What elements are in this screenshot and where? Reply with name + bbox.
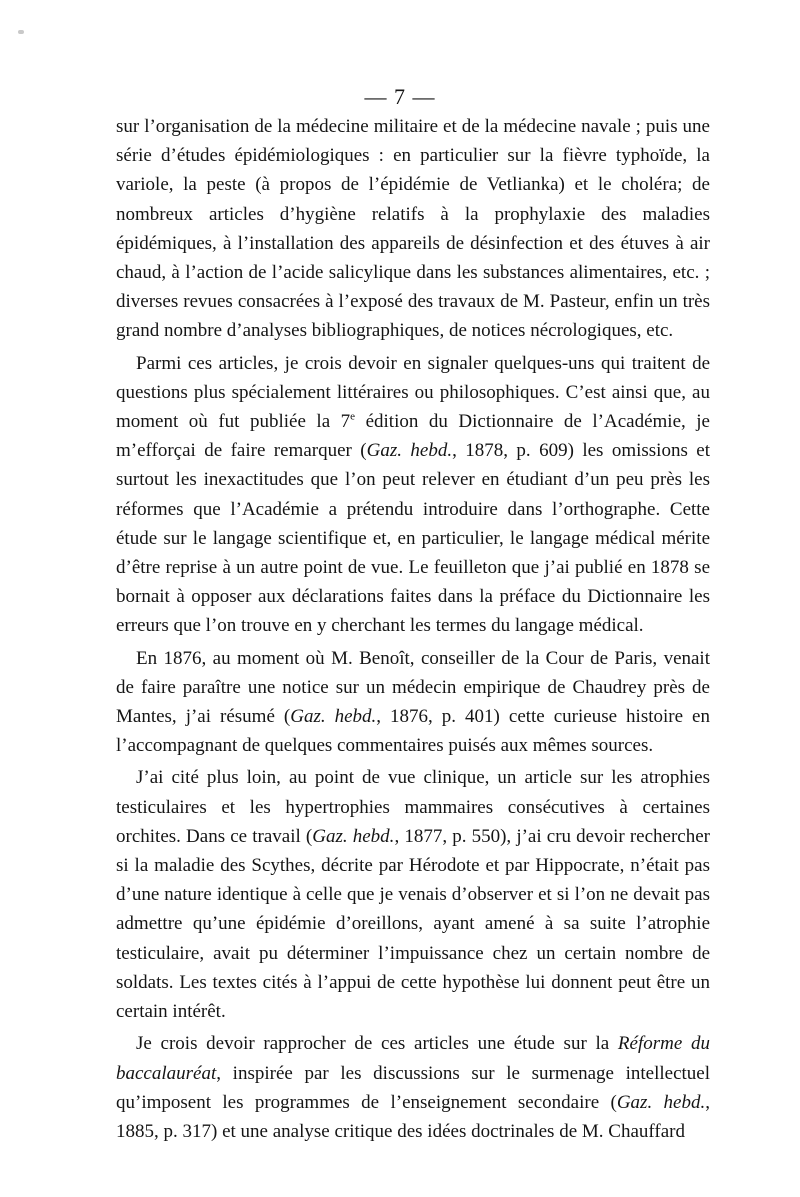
citation-gaz-hebd: Gaz. hebd. [616,1091,706,1113]
paragraph-1 [116,112,710,346]
paragraph-4 [116,763,710,1026]
citation-gaz-hebd: Gaz. hebd. [366,440,453,462]
title-reforme-baccalaureat: Réforme du baccalauréat [116,1033,710,1084]
citation-gaz-hebd: Gaz. hebd. [312,825,395,847]
paragraph-5-text-a: Je crois devoir rapprocher de ces articles une étude sur la [136,1033,618,1055]
superscript-edition: e [350,410,356,423]
citation-gaz-hebd: Gaz. hebd. [290,706,377,728]
paragraph-2-text-a: Parmi ces articles, je crois devoir en signaler quelques-uns qui traitent de questions plus spécialement littéraires ou philosophiques. C’est ainsi que, au moment où fut publiée la 7 [116,352,710,433]
paragraph-3-text-b: , 1876, p. 401) cette curieuse histoire en l’accompagnant de quelques commentaires puisés aux mêmes sources. [116,706,710,757]
paragraph-3 [116,644,710,761]
paragraph-1-text: sur l’organisation de la médecine militaire et de la médecine navale ; puis une série d’études épidémiologiques : en particulier sur la fièvre typhoïde, la variole, la peste (à propos de l’épidémie de Vetlianka) et le choléra; de nombreux articles d’hygiène relatifs à la prophylaxie des maladies épidémiques, à l’installation des appareils de désinfection et des étuves à air chaud, à l’action de l’acide salicylique dans les substances alimentaires, etc. ; diverses revues consacrées à l’exposé des travaux de M. Pasteur, enfin un très grand nombre d’analyses bibliographiques, de notices nécrologiques, etc. [116,116,710,342]
body-text [116,112,710,1149]
paragraph-2 [116,349,710,641]
paragraph-5-text-c: , 1885, p. 317) et une analyse critique des idées doctrinales de M. Chauffard [116,1091,710,1142]
paragraph-2-text-b: édition du Dictionnaire de l’Académie, je m’efforçai de faire remarquer ( [116,411,710,462]
paragraph-2-text-c: , 1878, p. 609) les omissions et surtout les inexactitudes que l’on peut relever en étudiant d’un peu près les réformes que l’Académie a prétendu introduire dans l’orthographe. Cette étude sur le langage scientifique et, en particulier, le langage médical mérite d’être reprise à un autre point de vue. Le feuilleton que j’ai publié en 1878 se bornait à opposer aux déclarations faites dans la préface du Dictionnaire les erreurs que l’on trouve en y cherchant les termes du langage médical. [116,440,710,637]
paragraph-5-text-b: , inspirée par les discussions sur le surmenage intellectuel qu’imposent les programmes de l’enseignement secondaire ( [116,1062,710,1113]
paragraph-5 [116,1029,710,1146]
page-number: — 7 — [364,84,436,109]
paragraph-4-text-a: J’ai cité plus loin, au point de vue clinique, un article sur les atrophies testiculaires et les hypertrophies mammaires consécutives à certaines orchites. Dans ce travail ( [116,767,710,847]
paper-speck [18,30,24,34]
paragraph-4-text-b: , 1877, p. 550), j’ai cru devoir rechercher si la maladie des Scythes, décrite par Hérodote et par Hippocrate, n’était pas d’une nature identique à celle que je venais d’observer et si l’on ne devait pas admettre qu’une épidémie d’oreillons, ayant amené à sa suite l’atrophie testiculaire, avait pu déterminer l’impuissance chez un certain nombre de soldats. Les textes cités à l’appui de cette hypothèse lui donnent peut être un certain intérêt. [116,825,711,1023]
paragraph-3-text-a: En 1876, au moment où M. Benoît, conseiller de la Cour de Paris, venait de faire paraître une notice sur un médecin empirique de Chaudrey près de Mantes, j’ai résumé ( [116,647,710,728]
